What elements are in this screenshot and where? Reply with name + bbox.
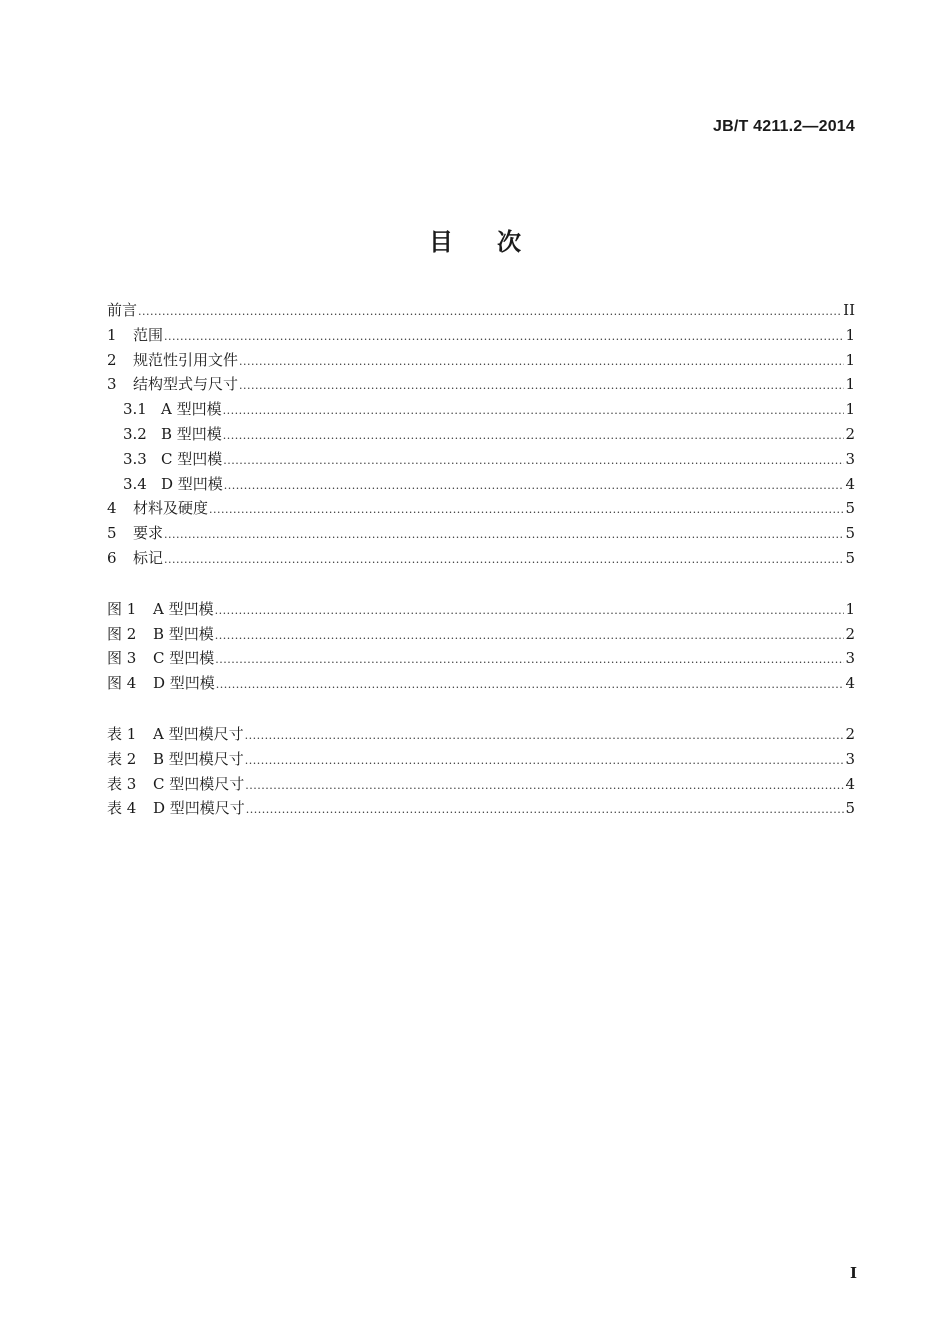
toc-entry-3-3[interactable] [107,447,855,472]
toc-entry-number: 3 [107,375,117,394]
toc-entry-number: 图 4 [107,674,137,693]
toc-entry-label: 要求 [133,524,164,543]
toc-figure-3[interactable] [107,646,855,671]
toc-entry-page: 4 [845,774,855,793]
standard-code: JB/T 4211.2—2014 [713,118,855,135]
toc-entry-label: B 型凹模 [161,424,222,443]
toc-tables [107,722,855,821]
leader-dots [215,599,845,624]
toc-entry-label: 规范性引用文件 [133,350,239,369]
toc-entry-requirements[interactable] [107,521,855,546]
toc-entry-page: 5 [845,499,855,518]
toc-entry-label: C 型凹模 [161,449,223,468]
toc-table-1[interactable] [107,722,855,747]
toc-entry-label: B 型凹模尺寸 [153,749,244,768]
leader-dots [224,474,845,499]
toc-entry-label: 材料及硬度 [133,499,209,518]
toc-entry-marking[interactable] [107,546,855,571]
leader-dots [164,325,844,350]
toc-entry-label: 前言 [107,301,138,319]
toc-entry-page: 3 [845,649,855,668]
leader-dots [245,724,845,749]
toc-entry-page: 1 [845,325,855,344]
toc-entry-number: 3.3 [123,449,147,468]
leader-dots [164,548,844,573]
toc-entry-number: 表 1 [107,724,137,743]
toc-entry-page: 1 [845,350,855,369]
toc-entry-page: 4 [845,674,855,693]
toc-entry-structure-dimensions[interactable] [107,372,855,397]
toc-entry-3-1[interactable] [107,397,855,422]
toc-sections [107,298,855,571]
toc-entry-number: 4 [107,499,117,518]
leader-dots [215,648,844,673]
toc-entry-page: 2 [845,724,855,743]
toc-entry-page: 1 [845,599,855,618]
toc-table-2[interactable] [107,747,855,772]
toc-title [0,222,950,257]
toc-entry-label: D 型凹模尺寸 [153,799,245,818]
table-of-contents [107,298,855,821]
toc-entry-label: A 型凹模 [161,400,222,419]
leader-dots [245,749,845,774]
toc-entry-page: 3 [845,749,855,768]
toc-entry-number: 3.1 [123,400,147,419]
toc-entry-number: 表 3 [107,774,137,793]
toc-entry-number: 表 2 [107,749,137,768]
leader-dots [164,523,844,548]
toc-entry-label: D 型凹模 [153,674,215,693]
toc-figure-4[interactable] [107,671,855,696]
leader-dots [223,424,845,449]
toc-entry-label: C 型凹模尺寸 [153,774,245,793]
toc-entry-label: B 型凹模 [153,624,214,643]
toc-entry-page: 5 [845,799,855,818]
toc-entry-page: 2 [845,424,855,443]
toc-entry-number: 表 4 [107,799,137,818]
toc-entry-foreword[interactable] [107,298,855,323]
toc-entry-number: 3.4 [123,474,147,493]
toc-entry-label: A 型凹模 [153,599,214,618]
toc-entry-page: 3 [845,449,855,468]
leader-dots [245,774,844,799]
toc-entry-page: 4 [845,474,855,493]
toc-figures [107,597,855,696]
leader-dots [223,399,845,424]
toc-entry-number: 1 [107,325,117,344]
toc-entry-number: 图 3 [107,649,137,668]
toc-entry-page: II [843,301,855,319]
leader-dots [223,449,844,474]
toc-figure-2[interactable] [107,622,855,647]
toc-entry-label: 结构型式与尺寸 [133,375,239,394]
toc-entry-label: A 型凹模尺寸 [153,724,244,743]
toc-table-3[interactable] [107,772,855,797]
toc-entry-scope[interactable] [107,323,855,348]
toc-entry-materials-hardness[interactable] [107,496,855,521]
toc-title-char-2: 次 [497,228,521,256]
leader-dots [239,374,844,399]
toc-entry-label: 范围 [133,325,164,344]
toc-entry-page: 2 [845,624,855,643]
leader-dots [216,673,845,698]
leader-dots [239,350,844,375]
toc-entry-label: D 型凹模 [161,474,223,493]
toc-entry-page: 1 [845,375,855,394]
toc-entry-number: 图 2 [107,624,137,643]
toc-entry-page: 1 [845,400,855,419]
toc-table-4[interactable] [107,796,855,821]
toc-entry-normative-references[interactable] [107,348,855,373]
toc-entry-page: 5 [845,548,855,567]
toc-entry-3-4[interactable] [107,472,855,497]
toc-figure-1[interactable] [107,597,855,622]
toc-entry-page: 5 [845,524,855,543]
toc-entry-label: C 型凹模 [153,649,215,668]
leader-dots [215,624,845,649]
page-number: I [849,1264,857,1282]
toc-entry-number: 3.2 [123,424,147,443]
leader-dots [246,798,845,823]
leader-dots [138,300,842,325]
toc-title-char-1: 目 [429,228,453,256]
toc-entry-number: 6 [107,548,117,567]
toc-entry-label: 标记 [133,548,164,567]
toc-entry-number: 图 1 [107,599,137,618]
toc-entry-number: 2 [107,350,117,369]
leader-dots [209,498,844,523]
toc-entry-number: 5 [107,524,117,543]
toc-entry-3-2[interactable] [107,422,855,447]
